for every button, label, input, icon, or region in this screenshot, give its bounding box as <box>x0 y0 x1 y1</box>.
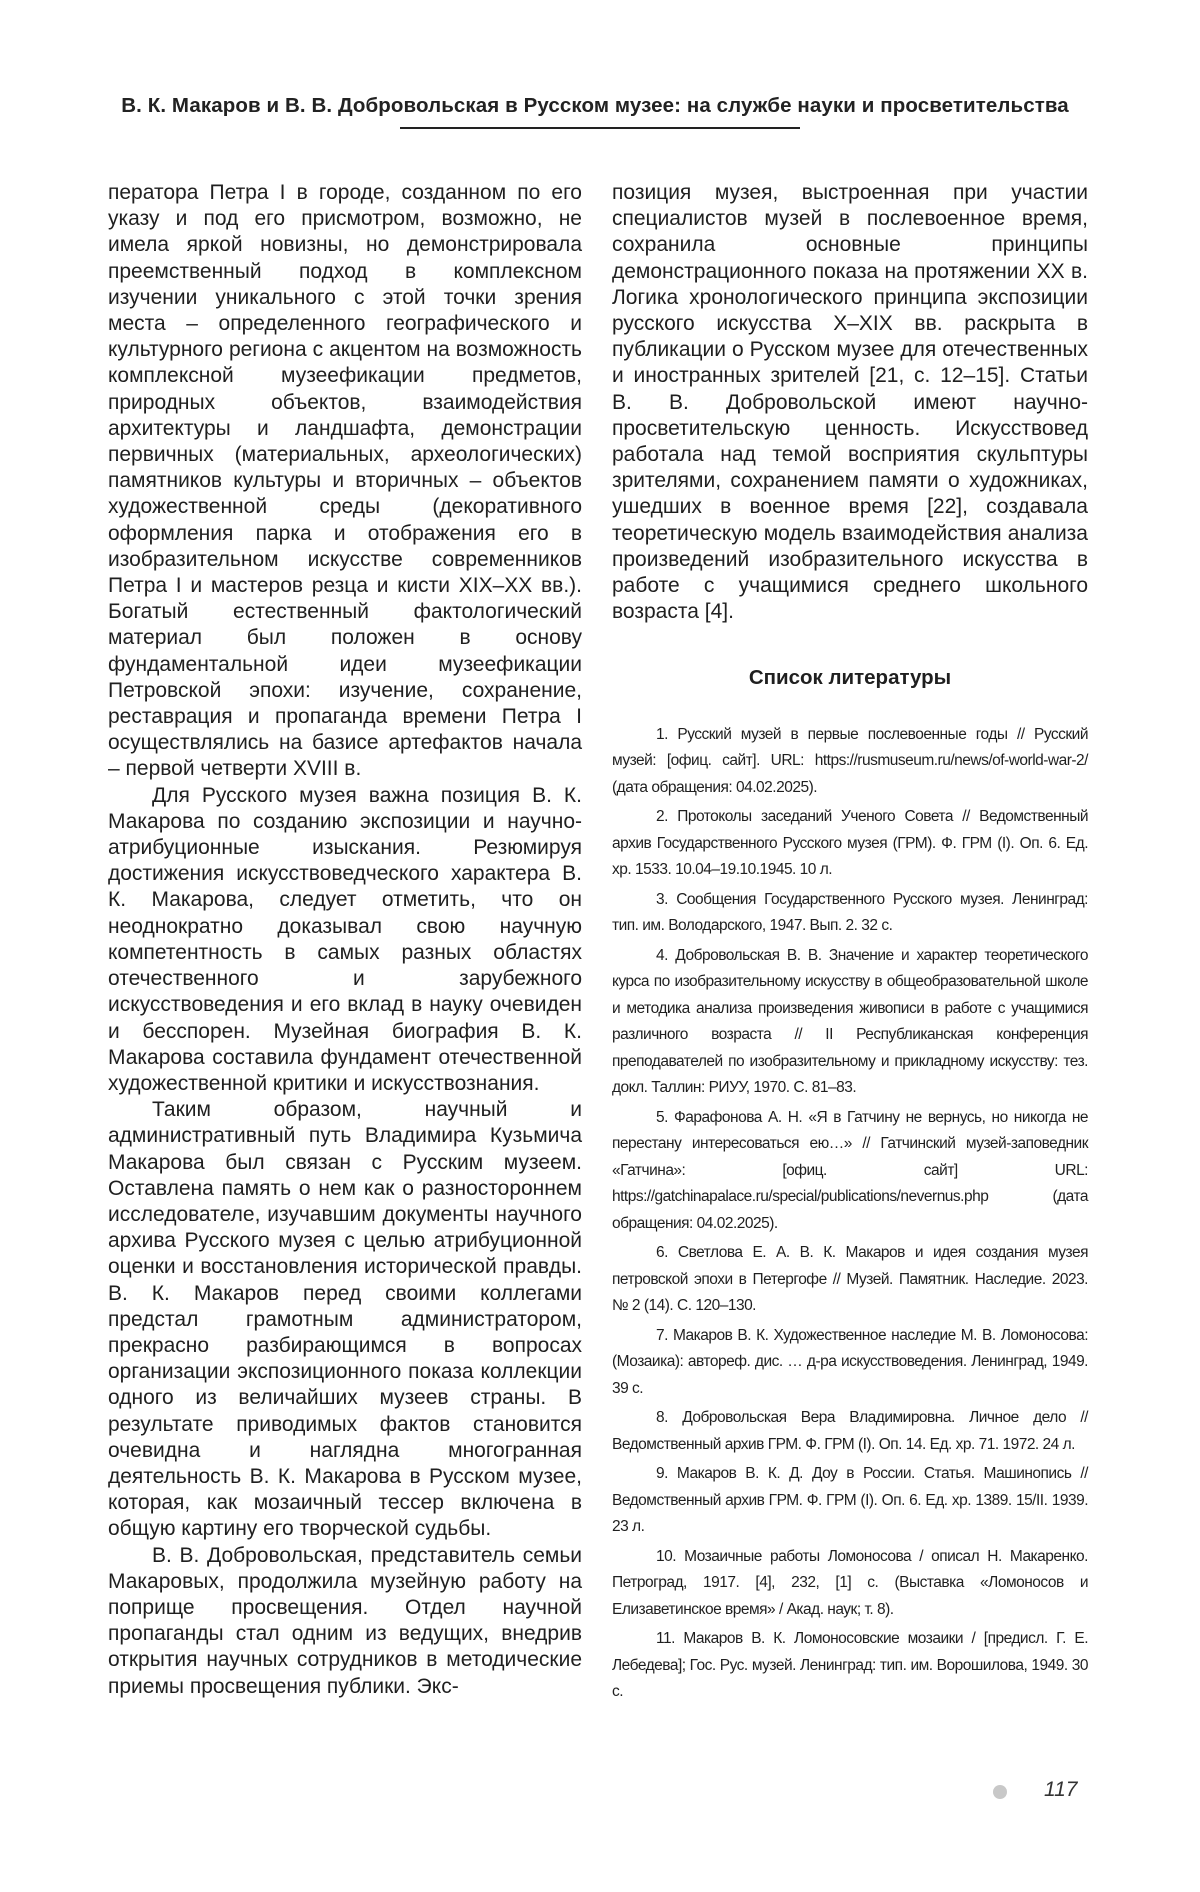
reference-item: 7. Макаров В. К. Художественное наследие М. В. Ломоносова: (Мозаика): автореф. дис. … д-ра искусствоведения. Ленинград, 1949. 39 с. <box>612 1326 1088 1397</box>
body-paragraph: Для Русского музея важна позиция В. К. Макарова по созданию экспозиции и научно-атрибуционные изыскания. Резюмируя достижения искусствоведческого характера В. К. Макарова, следует отметить, что он неоднократно доказывал свою научную компетентность в самых разных областях отечественного и зарубежного искусствоведения и его вклад в науку очевиден и бесспорен. Музейная биография В. К. Макарова составила фундамент отечественной художественной критики и искусствознания. <box>108 783 582 1095</box>
reference-item: 1. Русский музей в первые послевоенные годы // Русский музей: [офиц. сайт]. URL: https://rusmuseum.ru/news/of-world-war-2/ (дата обращения: 04.02.2025). <box>612 725 1088 796</box>
body-paragraph: В. В. Добровольская, представитель семьи Макаровых, продолжила музейную работу на поприще просвещения. Отдел научной пропаганды стал одним из ведущих, внедрив открытия научных сотрудников в методические приемы просвещения публики. Экс- <box>108 1543 582 1698</box>
left-column <box>108 180 582 1700</box>
reference-item: 3. Сообщения Государственного Русского музея. Ленинград: тип. им. Володарского, 1947. Вып. 2. 32 с. <box>612 890 1088 935</box>
reference-item: 4. Добровольская В. В. Значение и характер теоретического курса по изобразительному искусству в общеобразовательной школе и методика анализа произведения живописи в работе с учащимися различного возраста // II Республиканская конференция преподавателей по изобразительному и прикладному искусству: тез. докл. Таллин: РИУУ, 1970. С. 81–83. <box>612 946 1088 1097</box>
running-head: В. К. Макаров и В. В. Добровольская в Русском музее: на службе науки и просветительства <box>121 94 1069 117</box>
reference-item: 2. Протоколы заседаний Ученого Совета // Ведомственный архив Государственного Русского музея (ГРМ). Ф. ГРМ (I). Оп. 6. Ед. хр. 1533. 10.04–19.10.1945. 10 л. <box>612 808 1088 879</box>
body-paragraph: Таким образом, научный и административный путь Владимира Кузьмича Макарова был связан с Русским музеем. Оставлена память о нем как о разностороннем исследователе, изучавшим документы научного архива Русского музея с целью атрибуционной оценки и восстановления исторической правды. В. К. Макаров перед своими коллегами предстал грамотным администратором, прекрасно разбирающимся в вопросах организации экспозиционного показа коллекции одного из величайших музеев страны. В результате приводимых фактов становится очевидна и наглядна многогранная деятельность В. К. Макарова в Русском музее, которая, как мозаичный тессер включена в общую картину его творческой судьбы. <box>108 1098 582 1541</box>
reference-item: 9. Макаров В. К. Д. Доу в России. Статья. Машинопись // Ведомственный архив ГРМ. Ф. ГРМ (I). Оп. 6. Ед. хр. 1389. 15/II. 1939. 23 л. <box>612 1465 1088 1536</box>
references-title: Список литературы <box>748 666 952 690</box>
reference-item: 11. Макаров В. К. Ломоносовские мозаики / [предисл. Г. Е. Лебедева]; Гос. Рус. музей. Ленинград: тип. им. Ворошилова, 1949. 30 с. <box>612 1630 1088 1701</box>
references-list <box>612 722 1088 1706</box>
reference-item: 8. Добровольская Вера Владимировна. Личное дело // Ведомственный архив ГРМ. Ф. ГРМ (I). Оп. 14. Ед. хр. 71. 1972. 24 л. <box>612 1409 1088 1453</box>
body-paragraph: позиция музея, выстроенная при участии специалистов музей в послевоенное время, сохранила основные принципы демонстрационного показа на протяжении XX в. Логика хронологического принципа экспозиции русского искусства X–XIX вв. раскрыта в публикации о Русском музее для отечественных и иностранных зрителей [21, с. 12–15]. Статьи В. В. Добровольской имеют научно-просветительскую ценность. Искусствовед работала над темой восприятия скульптуры зрителями, сохранением памяти о художниках, ушедших в военное время [22], создавала теоретическую модель взаимодействия анализа произведений изобразительного искусства в работе с учащимися среднего школьного возраста [4]. <box>612 181 1088 624</box>
reference-item: 10. Мозаичные работы Ломоносова / описал Н. Макаренко. Петроград, 1917. [4], 232, [1] с. (Выставка «Ломоносов и Елизаветинское время» / Акад. наук; т. 8). <box>612 1547 1088 1618</box>
header-rule <box>400 127 800 129</box>
page-number: 117 <box>1044 1778 1078 1801</box>
folio-dot-icon <box>993 1785 1007 1799</box>
reference-item: 5. Фарафонова А. Н. «Я в Гатчину не вернусь, но никогда не перестану интересоваться ею…» // Гатчинский музей-заповедник «Гатчина»: [офиц. сайт] URL: https://gatchinapalace.ru/special/publications/nevernus.php (дата обращения: 04.02.2025). <box>612 1108 1088 1232</box>
body-paragraph: ператора Петра I в городе, созданном по его указу и под его присмотром, возможно, не имела яркой новизны, но демонстрировала преемственный подход в комплексном изучении уникального с этой точки зрения места – определенного географического и культурного региона с акцентом на возможность комплексной музеефикации предметов, природных объектов, взаимодействия архитектуры и ландшафта, демонстрации первичных (материальных, археологических) памятников культуры и вторичных – объектов художественной среды (декоративного оформления парка и отображения его в изобразительном искусстве современников Петра I и мастеров резца и кисти XIX–XX вв.). Богатый естественный фактологический материал был положен в основу фундаментальной идеи музеефикации Петровской эпохи: изучение, сохранение, реставрация и пропаганда времени Петра I осуществлялись на базисе артефактов начала – первой четверти XVIII в. <box>108 181 582 781</box>
reference-item: 6. Светлова Е. А. В. К. Макаров и идея создания музея петровской эпохи в Петергофе // Музей. Памятник. Наследие. 2023. № 2 (14). С. 120–130. <box>612 1244 1088 1315</box>
right-column <box>612 180 1088 1709</box>
